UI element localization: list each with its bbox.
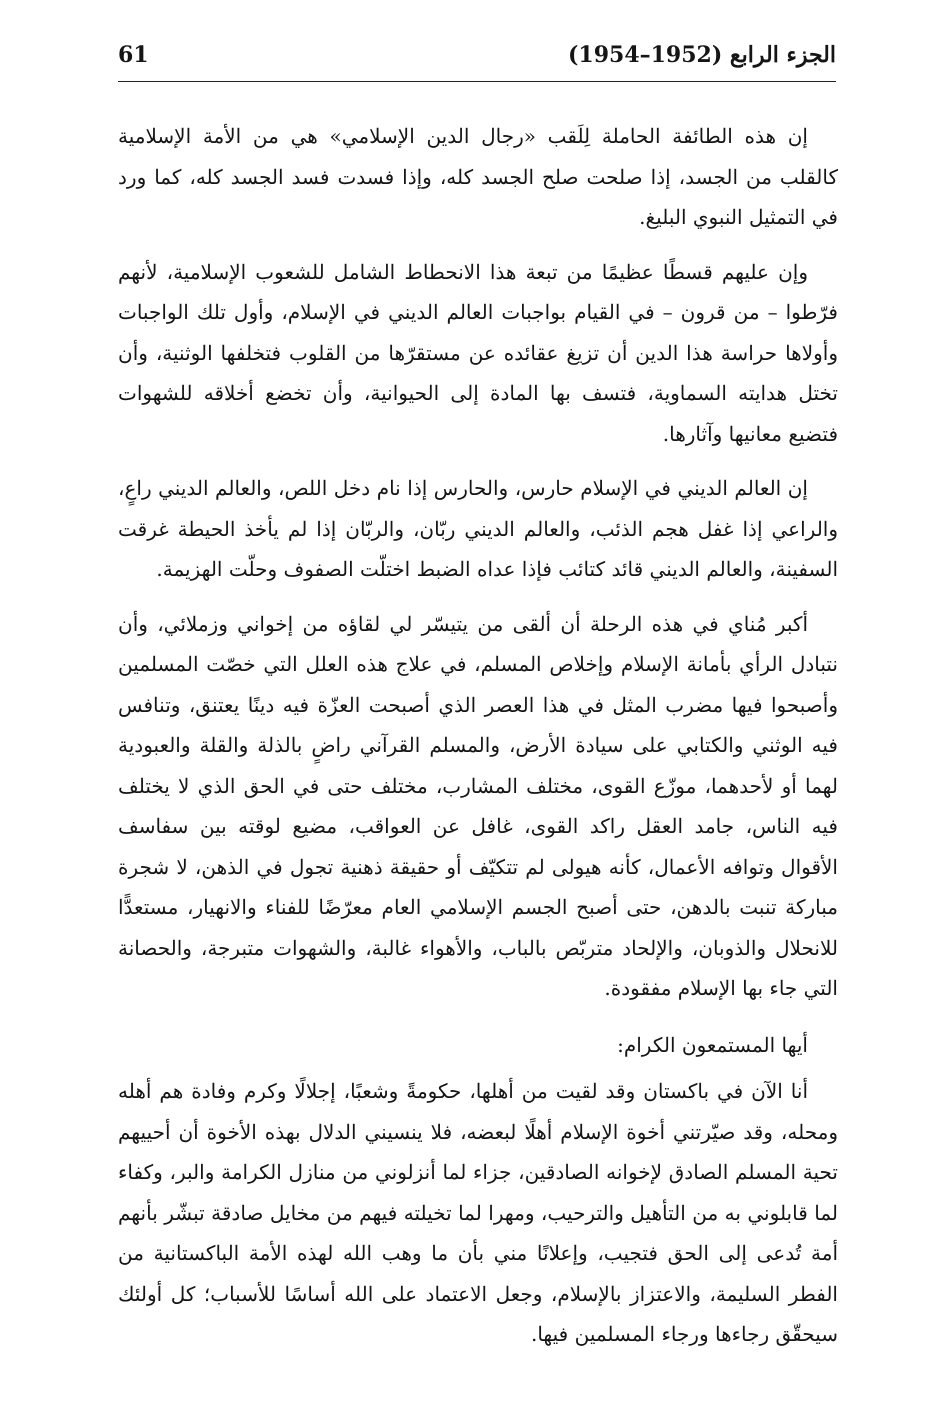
running-title: الجزء الرابع (1952–1954) [567,42,836,68]
paragraph: وإن عليهم قسطًا عظيمًا من تبعة هذا الانحطاط الشامل للشعوب الإسلامية، لأنهم فرّطوا – من قرون – في القيام بواجبات العالم الديني في الإسلام، وأول تلك الواجبات وأولاها حراسة هذا الدين أن تزيغ عقائده عن مستقرّها من القلوب فتخلفها الوثنية، وأن تختل هدايته السماوية، فتسف بها المادة إلى الحيوانية، وأن تخضع أخلاقه للشهوات فتضيع معانيها وآثارها. [118,259,838,446]
paragraph: إن هذه الطائفة الحاملة لِلَقب «رجال الدين الإسلامي» هي من الأمة الإسلامية كالقلب من الجسد، إذا صلحت صلح الجسد كله، وإذا فسدت فسد الجسد كله، كما ورد في التمثيل النبوي البليغ. [118,124,838,229]
paragraph: أكبر مُناي في هذه الرحلة أن ألقى من يتيسّر لي لقاؤه من إخواني وزملائي، وأن نتبادل الرأي بأمانة الإسلام وإخلاص المسلم، في علاج هذه العلل التي خصّت المسلمين وأصبحوا فيها مضرب المثل في هذا العصر الذي أصبحت العزّة فيه دينًا يعتنق، وتنافس فيه الوثني والكتابي على سيادة الأرض، والمسلم القرآني راضٍ بالذلة والقلة والعبودية لهما أو لأحدهما، موزّع القوى، مختلف المشارب، مختلف حتى في الحق الذي لا يختلف فيه الناس، جامد العقل راكد القوى، غافل عن العواقب، مضيع لوقته بين سفاسف الأقوال وتوافه الأعمال، كأنه هيولى لم تتكيّف أو حقيقة ذهنية تجول في الذهن، لا شجرة مباركة تنبت بالدهن، حتى أصبح الجسم الإسلامي العام معرّضًا للفناء والانهيار، مستعدًّا للانحلال والذوبان، والإلحاد متربّص بالباب، والأهواء غالبة، والشهوات متبرجة، والحصانة التي جاء بها الإسلام مفقودة. [118,611,838,1000]
page-number: 61 [118,42,149,68]
running-header [118,38,836,78]
header-rule [118,81,836,82]
address-heading: أيها المستمعون الكرام: [617,1032,808,1057]
paragraph: إن العالم الديني في الإسلام حارس، والحارس إذا نام دخل اللص، والعالم الديني راعٍ، والراعي إذا غفل هجم الذئب، والعالم الديني ربّان، والربّان إذا لم يأخذ الحيطة غرقت السفينة، والعالم الديني قائد كتائب فإذا عداه الضبط اختلّت الصفوف وحلّت الهزيمة. [118,476,839,581]
paragraph: أنا الآن في باكستان وقد لقيت من أهلها، حكومةً وشعبًا، إجلالًا وكرم وفادة هم أهله ومحله، وقد صيّرتني أخوة الإسلام أهلًا لبعضه، فلا ينسيني الدلال بهذه الأخوة أن أحييهم تحية المسلم الصادق لإخوانه الصادقين، جزاء لما أنزلوني من منازل الكرامة والبر، وكفاء لما قابلوني به من التأهيل والترحيب، ومهرا لما تخيلته فيهم من مخايل صادقة تبشّر بأنهم أمة تُدعى إلى الحق فتجيب، وإعلانًا مني بأن ما وهب الله لهذه الأمة الباكستانية من الفطر السليمة، والاعتزاز بالإسلام، وجعل الاعتماد على الله أساسًا للأسباب؛ كل أولئك سيحقّق رجاءها ورجاء المسلمين فيها. [118,1079,838,1346]
body-text [118,116,838,1355]
